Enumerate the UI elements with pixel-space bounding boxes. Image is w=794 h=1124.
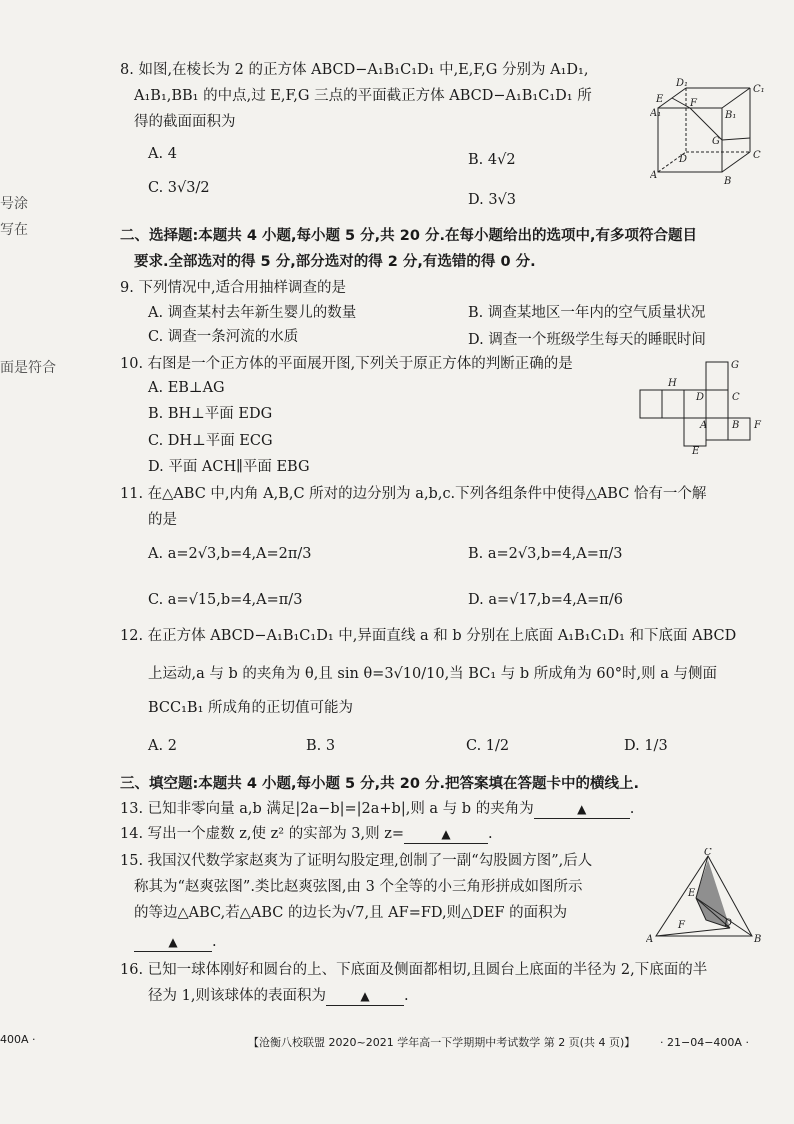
q10-option-a: A. EB⊥AG — [148, 380, 225, 396]
q12-line2: 上运动,a 与 b 的夹角为 θ,且 sin θ=3√10/10,当 BC₁ 与 b 所成角为 60°时,则 a 与侧面 — [148, 666, 718, 682]
q12-option-b: B. 3 — [306, 738, 336, 754]
section2-header-line1: 二、选择题:本题共 4 小题,每小题 5 分,共 20 分.在每小题给出的选项中,有多项符合题目 — [120, 228, 697, 244]
net-label-d: D — [696, 392, 705, 403]
footer-center: 【沧衡八校联盟 2020~2021 学年高一下学期期中考试数学 第 2 页(共 4 页)】 — [248, 1036, 636, 1049]
cube-label-b: B — [724, 176, 732, 187]
tri-label-b: B — [754, 934, 762, 945]
cube-label-e: E — [656, 94, 664, 105]
cube-label-b1: B₁ — [725, 110, 737, 121]
q8-line1: 8. 如图,在棱长为 2 的正方体 ABCD−A₁B₁C₁D₁ 中,E,F,G 分别为 A₁D₁, — [120, 62, 589, 78]
q15-blank-marker: ▲ — [168, 935, 178, 949]
q15-answer-line — [134, 934, 217, 952]
q13-answer-blank — [534, 801, 630, 819]
tri-label-f: F — [678, 920, 685, 931]
cube-label-f: F — [690, 98, 697, 109]
cube-label-d: D — [679, 154, 688, 165]
q8-option-b: B. 4√2 — [468, 152, 516, 168]
q10-stem: 10. 右图是一个正方体的平面展开图,下列关于原正方体的判断正确的是 — [120, 356, 573, 372]
q10-option-d: D. 平面 ACH∥平面 EBG — [148, 459, 310, 475]
q15-answer-blank — [134, 934, 212, 952]
q16-end: . — [403, 988, 409, 1004]
net-label-a: A — [700, 420, 708, 431]
cube-figure — [650, 78, 768, 198]
zhao-shuang-triangle-figure — [646, 848, 764, 946]
q11-option-c: C. a=√15,b=4,A=π/3 — [148, 592, 303, 608]
q8-option-d: D. 3√3 — [468, 192, 517, 208]
cube-label-c: C — [753, 150, 761, 161]
net-label-b: B — [732, 420, 740, 431]
cube-label-a1: A₁ — [650, 108, 662, 119]
q16-answer-line — [148, 988, 409, 1006]
q15-line2: 称其为“赵爽弦图”.类比赵爽弦图,由 3 个全等的小三角形拼成如图所示 — [134, 879, 583, 895]
q16-blank-marker: ▲ — [360, 989, 370, 1003]
q15-line1: 15. 我国汉代数学家赵爽为了证明勾股定理,创制了一副“勾股圆方图”,后人 — [120, 853, 593, 869]
net-label-e: E — [692, 446, 700, 456]
q12-line3: BCC₁B₁ 所成角的正切值可能为 — [148, 700, 354, 716]
margin-text-3: 面是符合 — [0, 360, 56, 376]
q13-end: . — [629, 801, 635, 817]
q14-answer-blank — [404, 826, 488, 844]
margin-text-1: 号涂 — [0, 196, 28, 212]
margin-text-2: 写在 — [0, 222, 28, 238]
tri-label-a: A — [646, 934, 654, 945]
q13-blank-marker: ▲ — [577, 802, 587, 816]
q15-end: . — [212, 934, 217, 950]
footer-right: · 21−04−400A · — [660, 1036, 749, 1049]
cube-label-c1: C₁ — [753, 84, 765, 95]
q9-stem: 9. 下列情况中,适合用抽样调查的是 — [120, 280, 347, 296]
cube-label-d1: D₁ — [676, 78, 689, 89]
q11-line2: 的是 — [148, 512, 177, 528]
net-label-f: F — [754, 420, 761, 431]
q12-option-c: C. 1/2 — [466, 738, 510, 754]
net-label-c: C — [732, 392, 740, 403]
section2-header-line2: 要求.全部选对的得 5 分,部分选对的得 2 分,有选错的得 0 分. — [134, 254, 536, 270]
q11-option-a: A. a=2√3,b=4,A=2π/3 — [148, 546, 312, 562]
tri-label-c: C — [704, 848, 712, 858]
q16-line1: 16. 已知一球体刚好和圆台的上、下底面及侧面都相切,且圆台上底面的半径为 2,下底面的半 — [120, 962, 708, 978]
q8-option-a: A. 4 — [148, 146, 177, 162]
margin-text-4: 400A · — [0, 1033, 36, 1046]
q16-line2: 径为 1,则该球体的表面积为 — [148, 988, 326, 1004]
q9-option-c: C. 调查一条河流的水质 — [148, 329, 299, 345]
q14-blank-marker: ▲ — [441, 827, 451, 841]
q16-answer-blank — [326, 988, 404, 1006]
q8-line3: 得的截面面积为 — [134, 114, 236, 130]
q9-option-a: A. 调查某村去年新生婴儿的数量 — [148, 305, 357, 321]
q8-option-c: C. 3√3/2 — [148, 180, 210, 196]
q11-line1: 11. 在△ABC 中,内角 A,B,C 所对的边分别为 a,b,c.下列各组条件中使得△ABC 恰有一个解 — [120, 486, 707, 502]
q12-option-d: D. 1/3 — [624, 738, 668, 754]
q8-line2: A₁B₁,BB₁ 的中点,过 E,F,G 三点的平面截正方体 ABCD−A₁B₁C₁D₁ 所 — [134, 88, 592, 104]
q15-line3: 的等边△ABC,若△ABC 的边长为√7,且 AF=FD,则△DEF 的面积为 — [134, 905, 568, 921]
q10-option-c: C. DH⊥平面 ECG — [148, 433, 273, 449]
q12-line1: 12. 在正方体 ABCD−A₁B₁C₁D₁ 中,异面直线 a 和 b 分别在上底面 A₁B₁C₁D₁ 和下底面 ABCD — [120, 628, 737, 644]
net-label-h: H — [668, 378, 677, 389]
q11-option-d: D. a=√17,b=4,A=π/6 — [468, 592, 623, 608]
section3-header: 三、填空题:本题共 4 小题,每小题 5 分,共 20 分.把答案填在答题卡中的横线上. — [120, 776, 639, 792]
q9-option-b: B. 调查某地区一年内的空气质量状况 — [468, 305, 706, 321]
q14-stem: 14. 写出一个虚数 z,使 z² 的实部为 3,则 z= — [120, 826, 405, 842]
q9-option-d: D. 调查一个班级学生每天的睡眠时间 — [468, 332, 706, 348]
q14-end: . — [488, 826, 493, 842]
q14-text — [120, 826, 493, 844]
net-label-g: G — [731, 360, 739, 371]
q10-option-b: B. BH⊥平面 EDG — [148, 406, 273, 422]
q12-option-a: A. 2 — [148, 738, 177, 754]
cube-net-figure — [636, 356, 768, 456]
q13-stem: 13. 已知非零向量 a,b 满足|2a−b|=|2a+b|,则 a 与 b 的夹角为 — [120, 801, 534, 817]
cube-label-a: A — [650, 170, 658, 181]
q13-text — [120, 801, 634, 819]
tri-label-d: D — [724, 918, 733, 929]
q11-option-b: B. a=2√3,b=4,A=π/3 — [468, 546, 623, 562]
cube-label-g: G — [712, 136, 720, 147]
tri-label-e: E — [688, 888, 696, 899]
